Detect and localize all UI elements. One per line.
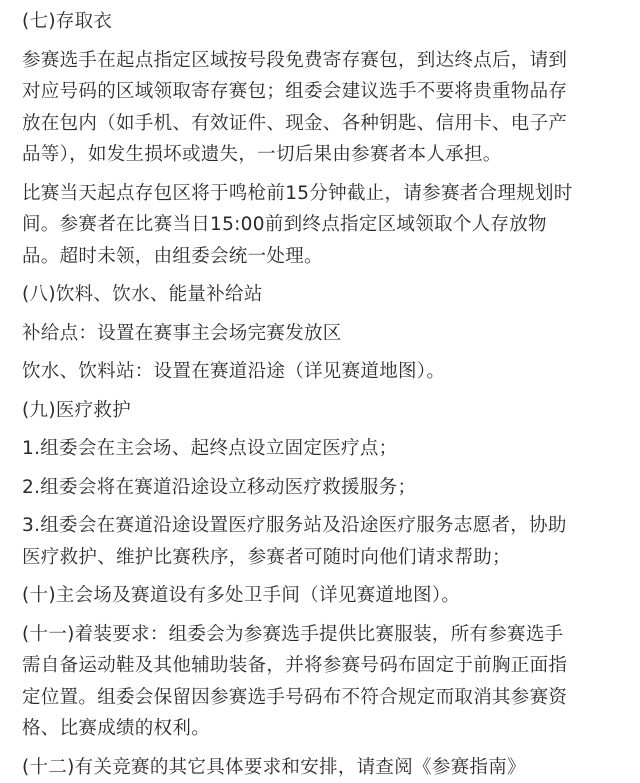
text-line: 2.组委会将在赛道沿途设立移动医疗救援服务；: [22, 472, 618, 504]
paragraph: [22, 472, 618, 504]
paragraph: [22, 356, 618, 388]
text-line: 补给点：设置在赛事主会场完赛发放区: [22, 318, 618, 350]
paragraph: [22, 752, 618, 783]
paragraph-gap: [22, 38, 618, 45]
text-line: 参赛选手在起点指定区域按号段免费寄存赛包，到达终点后，请到: [22, 45, 618, 77]
text-line: 需自备运动鞋及其他辅助装备，并将参赛号码布固定于前胸正面指: [22, 650, 618, 682]
text-line: 格、比赛成绩的权利。: [22, 713, 618, 745]
paragraph: [22, 6, 618, 38]
paragraph-gap: [22, 171, 618, 178]
text-line: 1.组委会在主会场、起终点设立固定医疗点；: [22, 433, 618, 465]
paragraph-gap: [22, 465, 618, 472]
paragraph-gap: [22, 573, 618, 580]
text-line: 医疗救护、维护比赛秩序，参赛者可随时向他们请求帮助；: [22, 542, 618, 574]
paragraph: [22, 433, 618, 465]
paragraph: [22, 45, 618, 171]
text-line: 比赛当天起点存包区将于鸣枪前15分钟截止，请参赛者合理规划时: [22, 178, 618, 210]
paragraph-gap: [22, 272, 618, 279]
paragraph: [22, 510, 618, 573]
text-line: 3.组委会在赛道沿途设置医疗服务站及沿途医疗服务志愿者，协助: [22, 510, 618, 542]
text-line: (十)主会场及赛道设有多处卫手间（详见赛道地图）。: [22, 580, 618, 612]
paragraph: [22, 178, 618, 273]
text-line: 品。超时未领，由组委会统一处理。: [22, 241, 618, 273]
paragraph-gap: [22, 745, 618, 752]
text-line: 饮水、饮料站：设置在赛道沿途（详见赛道地图）。: [22, 356, 618, 388]
paragraph-gap: [22, 612, 618, 619]
text-line: (八)饮料、饮水、能量补给站: [22, 279, 618, 311]
paragraph: [22, 580, 618, 612]
paragraph-gap: [22, 311, 618, 318]
text-line: 放在包内（如手机、有效证件、现金、各种钥匙、信用卡、电子产: [22, 108, 618, 140]
text-line: 间。参赛者在比赛当日15:00前到终点指定区域领取个人存放物: [22, 209, 618, 241]
paragraph: [22, 318, 618, 350]
text-line: 定位置。组委会保留因参赛选手号码布不符合规定而取消其参赛资: [22, 682, 618, 714]
paragraph: [22, 619, 618, 745]
text-line: 对应号码的区域领取寄存赛包；组委会建议选手不要将贵重物品存: [22, 76, 618, 108]
text-line: 品等），如发生损坏或遗失，一切后果由参赛者本人承担。: [22, 139, 618, 171]
text-line: (十一)着装要求：组委会为参赛选手提供比赛服装，所有参赛选手: [22, 619, 618, 651]
paragraph-gap: [22, 503, 618, 510]
paragraph-gap: [22, 426, 618, 433]
paragraph-gap: [22, 388, 618, 395]
paragraph: [22, 279, 618, 311]
paragraph-gap: [22, 349, 618, 356]
text-line: (七)存取衣: [22, 6, 618, 38]
document-content: [22, 6, 618, 783]
text-line: (九)医疗救护: [22, 395, 618, 427]
text-line: (十二)有关竞赛的其它具体要求和安排，请查阅《参赛指南》: [22, 752, 618, 783]
paragraph: [22, 395, 618, 427]
